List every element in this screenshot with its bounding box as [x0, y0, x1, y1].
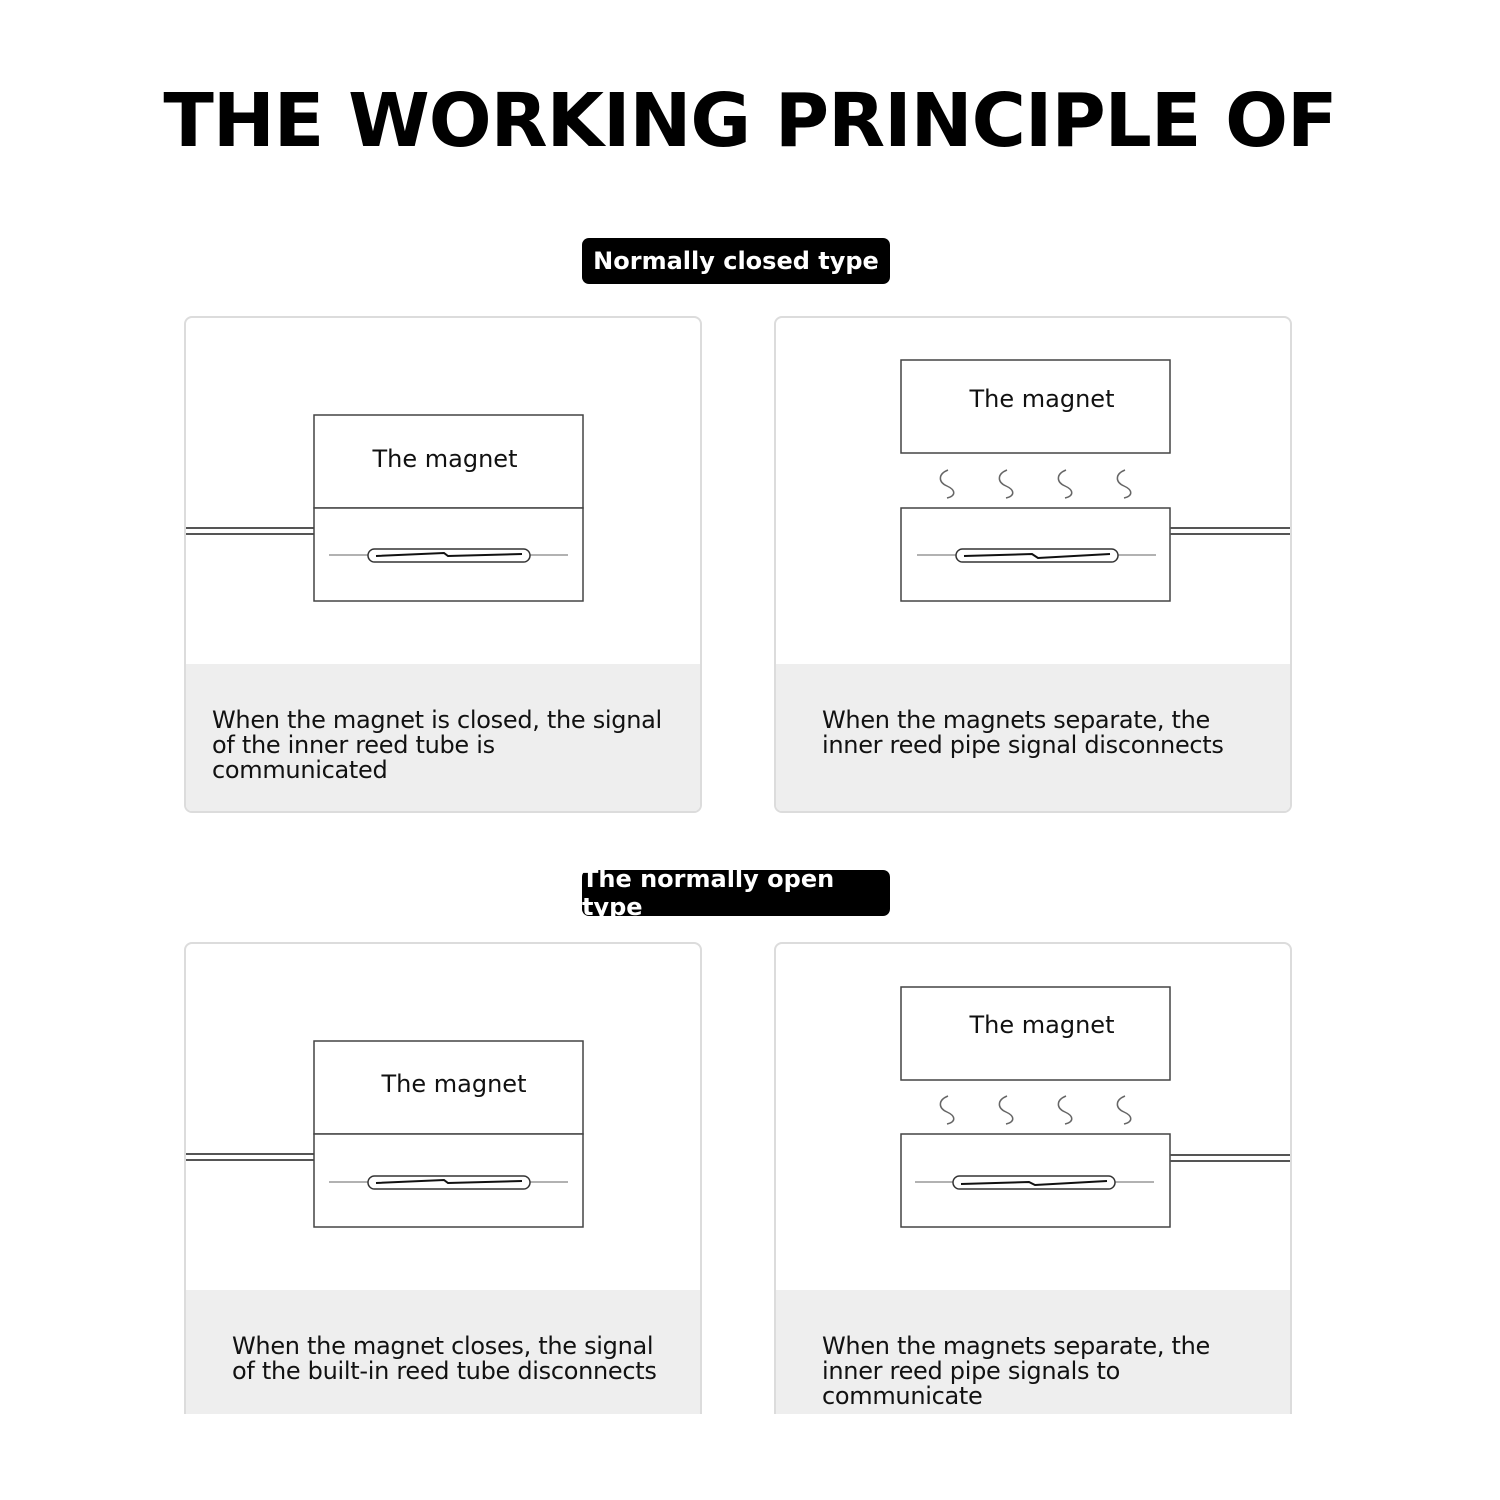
magnet-label: The magnet: [969, 1011, 1115, 1039]
caption-text: When the magnets separate, the inner reed pipe signals to communicate: [822, 1332, 1211, 1410]
diagram-panel-open-separated: [774, 942, 1292, 1414]
caption-area: [186, 664, 700, 811]
caption-area: [776, 664, 1290, 811]
magnet-label: The magnet: [372, 445, 518, 473]
caption-text: When the magnet is closed, the signal of the inner reed tube is communicated: [212, 706, 662, 784]
section-label-normally-open: The normally open type: [582, 870, 890, 916]
magnetic-field-lines: [940, 470, 1130, 498]
reed-switch-diagram: [776, 944, 1292, 1290]
magnetic-field-lines: [940, 1096, 1130, 1124]
magnet-label: The magnet: [381, 1070, 527, 1098]
caption-area: [186, 1290, 700, 1414]
page-title: THE WORKING PRINCIPLE OF: [163, 78, 1337, 164]
diagram-panel-closed-attached: [184, 316, 702, 813]
caption-text: When the magnets separate, the inner reed pipe signal disconnects: [822, 706, 1224, 759]
reed-switch-diagram: [776, 318, 1292, 664]
magnet-label: The magnet: [969, 385, 1115, 413]
section-label-normally-closed: Normally closed type: [582, 238, 890, 284]
reed-switch-diagram: [186, 944, 702, 1290]
diagram-panel-closed-separated: [774, 316, 1292, 813]
diagram-panel-open-attached: [184, 942, 702, 1414]
reed-switch-diagram: [186, 318, 702, 664]
caption-area: [776, 1290, 1290, 1414]
caption-text: When the magnet closes, the signal of the built-in reed tube disconnects: [232, 1332, 657, 1385]
